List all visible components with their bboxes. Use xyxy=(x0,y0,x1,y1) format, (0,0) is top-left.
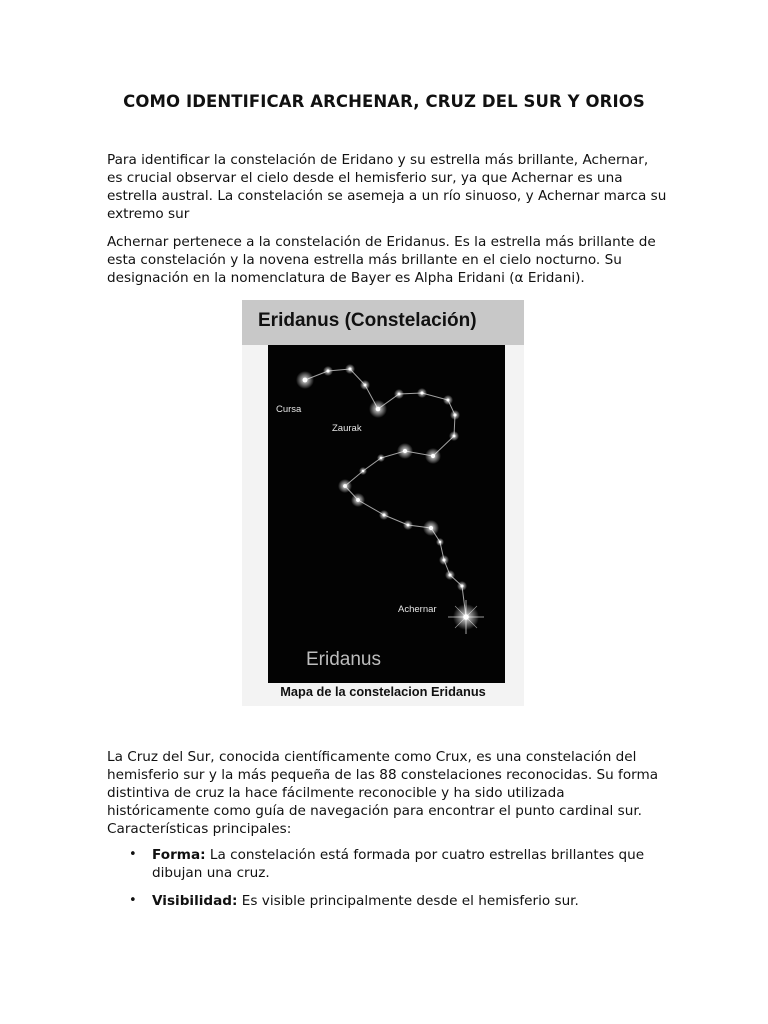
characteristics-list xyxy=(107,846,667,910)
bullet-text: La constelación está formada por cuatro estrellas brillantes que dibujan una cruz. xyxy=(152,847,645,881)
list-item xyxy=(107,846,667,882)
eridanus-figure xyxy=(242,300,524,706)
bullet-icon: • xyxy=(129,847,137,862)
figure-header xyxy=(242,300,524,345)
figure-caption: Mapa de la constelacion Eridanus xyxy=(280,684,486,699)
bullet-icon: • xyxy=(129,893,137,908)
star-label-cursa: Cursa xyxy=(276,404,302,415)
figure-title: Eridanus (Constelación) xyxy=(258,310,477,331)
document-title: COMO IDENTIFICAR ARCHENAR, CRUZ DEL SUR Y ORIOS xyxy=(123,92,645,111)
constellation-name: Eridanus xyxy=(306,649,381,670)
paragraph-eridano: Para identificar la constelación de Eridano y su estrella más brillante, Achernar, es crucial observar el cielo desde el hemisferio sur, ya que Achernar es una estrella austral. La constelación se asemeja a un río sinuoso, y Achernar marca su extremo sur xyxy=(107,152,667,222)
paragraph-cruz-del-sur: La Cruz del Sur, conocida científicamente como Crux, es una constelación del hemisferio sur y la más pequeña de las 88 constelaciones reconocidas. Su forma distintiva de cruz la hace fácilmente reconocible y ha sido utilizada históricamente como guía de navegación para encontrar el punto cardinal sur. Características principales: xyxy=(107,749,659,837)
list-item xyxy=(107,892,667,910)
star-label-achernar: Achernar xyxy=(398,604,437,615)
paragraph-achernar: Achernar pertenece a la constelación de Eridanus. Es la estrella más brillante de esta constelación y la novena estrella más brillante en el cielo nocturno. Su designación en la nomenclatura de Bayer es Alpha Eridani (α Eridani). xyxy=(107,234,656,286)
bullet-label: Visibilidad: xyxy=(152,893,238,909)
constellation-map xyxy=(268,345,505,683)
bullet-label: Forma: xyxy=(152,847,206,863)
star-label-zaurak: Zaurak xyxy=(332,423,362,434)
bullet-text: Es visible principalmente desde el hemisferio sur. xyxy=(237,893,579,909)
